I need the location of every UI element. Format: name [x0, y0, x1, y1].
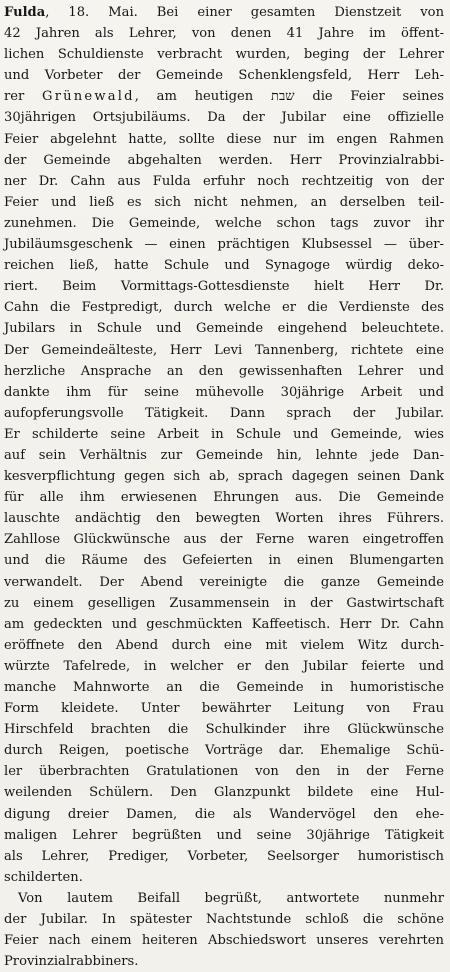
article-line-42: schilderten.	[4, 869, 83, 885]
article-line-16: Jubilars in Schule und Gemeinde eingehend beleuchtete.	[4, 321, 444, 337]
article-line-39: digung dreier Damen, die als Wandervögel den ehe-	[4, 806, 444, 822]
article-line-32: würzte Tafelrede, in welcher er den Jubilar feierte und	[4, 658, 444, 674]
article-line-44: der Jubilar. In spätester Nachtstunde schloß die schöne	[4, 912, 444, 928]
article-line-10: Feier und ließ es sich nicht nehmen, an derselben teil-	[4, 194, 444, 210]
hebrew-word: שבת	[271, 89, 295, 105]
article-line-23: kesverpflichtung gegen sich ab, sprach dagegen seinen Dank	[4, 469, 444, 485]
article-body	[4, 2, 444, 972]
article-line-30: am gedeckten und geschmückten Kaffeetisch. Herr Dr. Cahn	[4, 616, 444, 632]
article-line-22: auf sein Verhältnis zur Gemeinde hin, lehnte jede Dan-	[4, 447, 444, 463]
article-line-28: verwandelt. Der Abend vereinigte die ganze Gemeinde	[4, 574, 444, 590]
article-line-19: dankte ihm für seine mühevolle 30jährige Arbeit und	[4, 384, 444, 400]
article-line-26: Zahllose Glückwünsche aus der Ferne waren eingetroffen	[4, 532, 444, 548]
article-line-20: aufopferungsvolle Tätigkeit. Dann sprach der Jubilar.	[4, 405, 444, 421]
article-line-4: und Vorbeter der Gemeinde Schenklengsfeld, Herr Leh-	[4, 68, 444, 84]
article-line-37: ler überbrachten Gratulationen von den in der Ferne	[4, 764, 444, 780]
article-line-38: weilenden Schülern. Den Glanzpunkt bildete eine Hul-	[4, 785, 444, 801]
article-line-8: der Gemeinde abgehalten werden. Herr Provinzialrabbi-	[4, 152, 444, 168]
article-line-46: Provinzialrabbiners.	[4, 954, 139, 970]
article-line-14: riert. Beim Vormittags-Gottesdienste hielt Herr Dr.	[4, 279, 444, 295]
article-line-5: rer Grünewald, am heutigen שבת die Feier seines	[4, 89, 444, 105]
article-line-17: Der Gemeindeälteste, Herr Levi Tannenberg, richtete eine	[4, 342, 444, 358]
article-line-6: 30jährigen Ortsjubiläums. Da der Jubilar eine offizielle	[4, 110, 444, 126]
article-line-11: zunehmen. Die Gemeinde, welche schon tags zuvor ihr	[4, 215, 444, 231]
article-line-29: zu einem geselligen Zusammensein in der Gastwirtschaft	[4, 595, 444, 611]
article-line-33: manche Mahnworte an die Gemeinde in humoristische	[4, 680, 444, 695]
article-line-7: Feier abgelehnt hatte, sollte diese nur im engen Rahmen	[4, 131, 444, 147]
article-line-43: Von lautem Beifall begrüßt, antwortete nunmehr	[18, 890, 444, 906]
article-line-41: als Lehrer, Prediger, Vorbeter, Seelsorger humoristisch	[4, 848, 444, 864]
article-line-27: und die Räume des Gefeierten in einen Blumengarten	[4, 553, 444, 569]
article-line-9: ner Dr. Cahn aus Fulda erfuhr noch rechtzeitig von der	[4, 173, 444, 189]
article-line-35: Hirschfeld brachten die Schulkinder ihre Glückwünsche	[4, 722, 444, 738]
article-line-34: Form kleidete. Unter bewährter Leitung von Frau	[4, 701, 444, 717]
article-line-21: Er schilderte seine Arbeit in Schule und Gemeinde, wies	[4, 426, 444, 442]
article-line-18: herzliche Ansprache an den gewissenhaften Lehrer und	[4, 363, 444, 379]
article-line-12: Jubiläumsgeschenk — einen prächtigen Klubsessel — über-	[4, 237, 444, 253]
article-line-40: maligen Lehrer begrüßten und seine 30jährige Tätigkeit	[4, 827, 444, 843]
article-line-25: lauschte andächtig den bewegten Worten ihres Führers.	[4, 511, 444, 527]
article-line-3: lichen Schuldienste verbracht wurden, beging der Lehrer	[4, 47, 444, 63]
teacher-surname: Grünewald	[42, 89, 135, 105]
dateline-place: Fulda	[4, 5, 46, 20]
article-line-2: 42 Jahren als Lehrer, von denen 41 Jahre im öffent-	[4, 26, 444, 42]
next-article-fragment	[0, 785, 450, 792]
article-line-45: Feier nach einem heiteren Abschiedswort unseres verehrten	[4, 933, 444, 949]
article-line-36: durch Reigen, poetische Vorträge dar. Ehemalige Schü-	[4, 743, 444, 759]
article-line-1: Fulda, 18. Mai. Bei einer gesamten Dienstzeit von	[4, 5, 444, 20]
article-line-31: eröffnete den Abend durch eine mit vielem Witz durch-	[4, 637, 444, 653]
article-line-24: für alle ihm erwiesenen Ehrungen aus. Die Gemeinde	[4, 490, 444, 506]
article-line-15: Cahn die Festpredigt, durch welche er die Verdienste des	[4, 300, 444, 316]
article-line-13: reichen ließ, hatte Schule und Synagoge würdig deko-	[4, 258, 444, 274]
